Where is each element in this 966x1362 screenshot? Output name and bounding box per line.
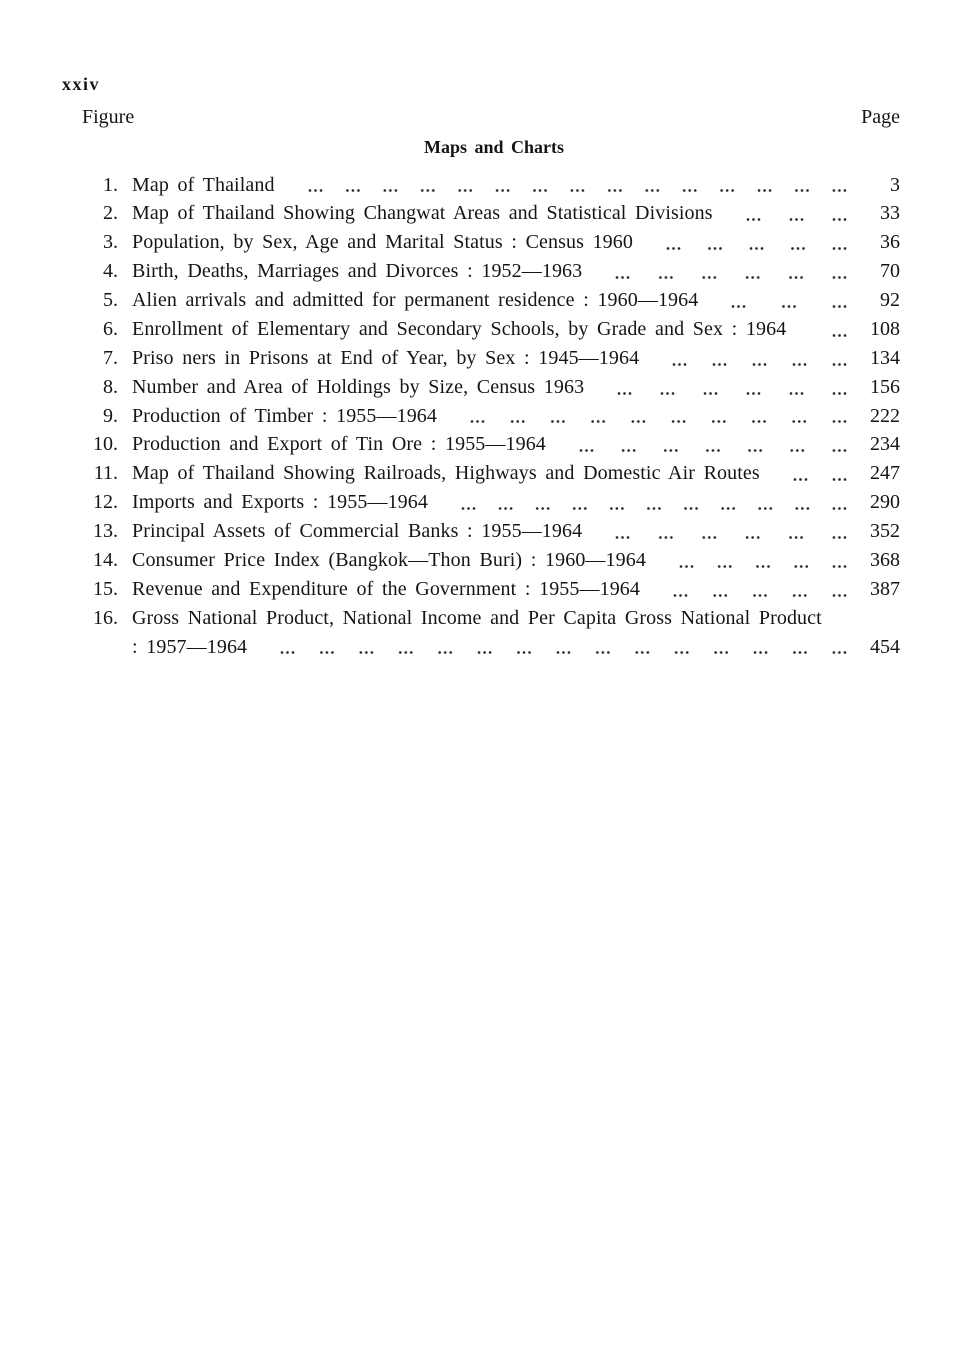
entry-page: 70	[880, 260, 900, 283]
entry-page: 387	[870, 577, 900, 600]
toc-entry	[80, 315, 900, 344]
leader-dots	[558, 430, 848, 459]
toc-entry	[80, 402, 900, 431]
entry-title: Alien arrivals and admitted for permanent residence : 1960—1964	[132, 289, 699, 312]
entry-page: 92	[880, 289, 900, 312]
section-title: Maps and Charts	[424, 137, 565, 157]
entry-page: 290	[870, 491, 900, 514]
entry-number: 7.	[103, 346, 118, 369]
entry-title: Revenue and Expenditure of the Government : 1955—1964	[132, 577, 641, 600]
entry-title: Enrollment of Elementary and Secondary Schools, by Grade and Sex : 1964	[132, 317, 787, 340]
toc-entry	[80, 488, 900, 517]
toc-entry	[80, 430, 900, 459]
leader-dots	[594, 257, 848, 286]
entry-number: 11.	[93, 462, 118, 485]
leader-dots	[798, 315, 848, 344]
entry-number: 3.	[103, 231, 118, 254]
entry-number: 16.	[93, 606, 118, 629]
toc-entry	[80, 344, 900, 373]
entry-title: Priso ners in Prisons at End of Year, by Sex : 1945—1964	[132, 346, 640, 369]
toc-entry	[80, 373, 900, 402]
toc-entry	[80, 286, 900, 315]
toc-entry	[80, 171, 900, 200]
entry-number: 2.	[103, 202, 118, 225]
entry-page: 36	[880, 231, 900, 254]
entry-title: Consumer Price Index (Bangkok—Thon Buri) : 1960—1964	[132, 548, 646, 571]
entry-title: Production and Export of Tin Ore : 1955—1964	[132, 433, 546, 456]
entry-page: 134	[870, 346, 900, 369]
entry-title: Population, by Sex, Age and Marital Status : Census 1960	[132, 231, 633, 254]
leader-dots	[449, 402, 848, 431]
toc-entry	[80, 199, 900, 228]
toc-entry	[80, 459, 900, 488]
leader-dots	[259, 633, 848, 662]
toc-entry	[80, 575, 900, 604]
entry-page: 3	[890, 173, 900, 196]
entry-page: 222	[870, 404, 900, 427]
leader-dots	[725, 199, 848, 228]
entry-page: 156	[870, 375, 900, 398]
entry-page: 33	[880, 202, 900, 225]
leader-dots	[440, 488, 848, 517]
entry-number: 15.	[93, 577, 118, 600]
toc-entry	[80, 257, 900, 286]
entry-page: 247	[870, 462, 900, 485]
column-header-figure: Figure	[82, 106, 135, 128]
leader-dots	[710, 286, 848, 315]
entry-number: 5.	[103, 289, 118, 312]
entry-number: 13.	[93, 520, 118, 543]
entry-page: 352	[870, 520, 900, 543]
toc-entry-continuation	[80, 633, 900, 662]
entry-number: 12.	[93, 491, 118, 514]
leader-dots	[287, 171, 848, 200]
entry-page: 454	[870, 635, 900, 658]
toc-entry	[80, 228, 900, 257]
entry-title: Birth, Deaths, Marriages and Divorces : 1952—1963	[132, 260, 583, 283]
leader-dots	[596, 373, 848, 402]
entry-number: 6.	[103, 317, 118, 340]
entry-title-continuation: : 1957—1964	[132, 635, 248, 658]
entry-number: 14.	[93, 548, 118, 571]
leader-dots	[651, 344, 848, 373]
entry-page: 368	[870, 548, 900, 571]
entry-number: 8.	[103, 375, 118, 398]
leader-dots	[645, 228, 848, 257]
entry-number: 1.	[103, 173, 118, 196]
entry-title: Imports and Exports : 1955—1964	[132, 491, 428, 514]
leader-dots	[772, 459, 848, 488]
entry-page: 108	[870, 317, 900, 340]
entry-number-spacer	[80, 633, 118, 662]
toc-entry	[80, 517, 900, 546]
column-header-page: Page	[861, 106, 900, 128]
leader-dots	[652, 575, 848, 604]
leader-dots	[658, 546, 848, 575]
page-number-roman: xxiv	[62, 74, 101, 94]
entry-title: Map of Thailand	[132, 173, 275, 196]
toc-entry	[80, 604, 900, 633]
leader-dots	[594, 517, 848, 546]
toc-entry	[80, 546, 900, 575]
entry-title: Map of Thailand Showing Railroads, Highways and Domestic Air Routes	[132, 462, 760, 485]
entry-title: Map of Thailand Showing Changwat Areas and Statistical Divisions	[132, 202, 713, 225]
entry-title: Gross National Product, National Income and Per Capita Gross National Product	[132, 606, 822, 629]
entry-number: 10.	[93, 433, 118, 456]
figure-list	[80, 171, 900, 662]
entry-title: Production of Timber : 1955—1964	[132, 404, 437, 427]
entry-number: 9.	[103, 404, 118, 427]
entry-title: Principal Assets of Commercial Banks : 1955—1964	[132, 520, 583, 543]
entry-title: Number and Area of Holdings by Size, Census 1963	[132, 375, 585, 398]
column-headers	[82, 107, 900, 127]
entry-number: 4.	[103, 260, 118, 283]
entry-page: 234	[870, 433, 900, 456]
